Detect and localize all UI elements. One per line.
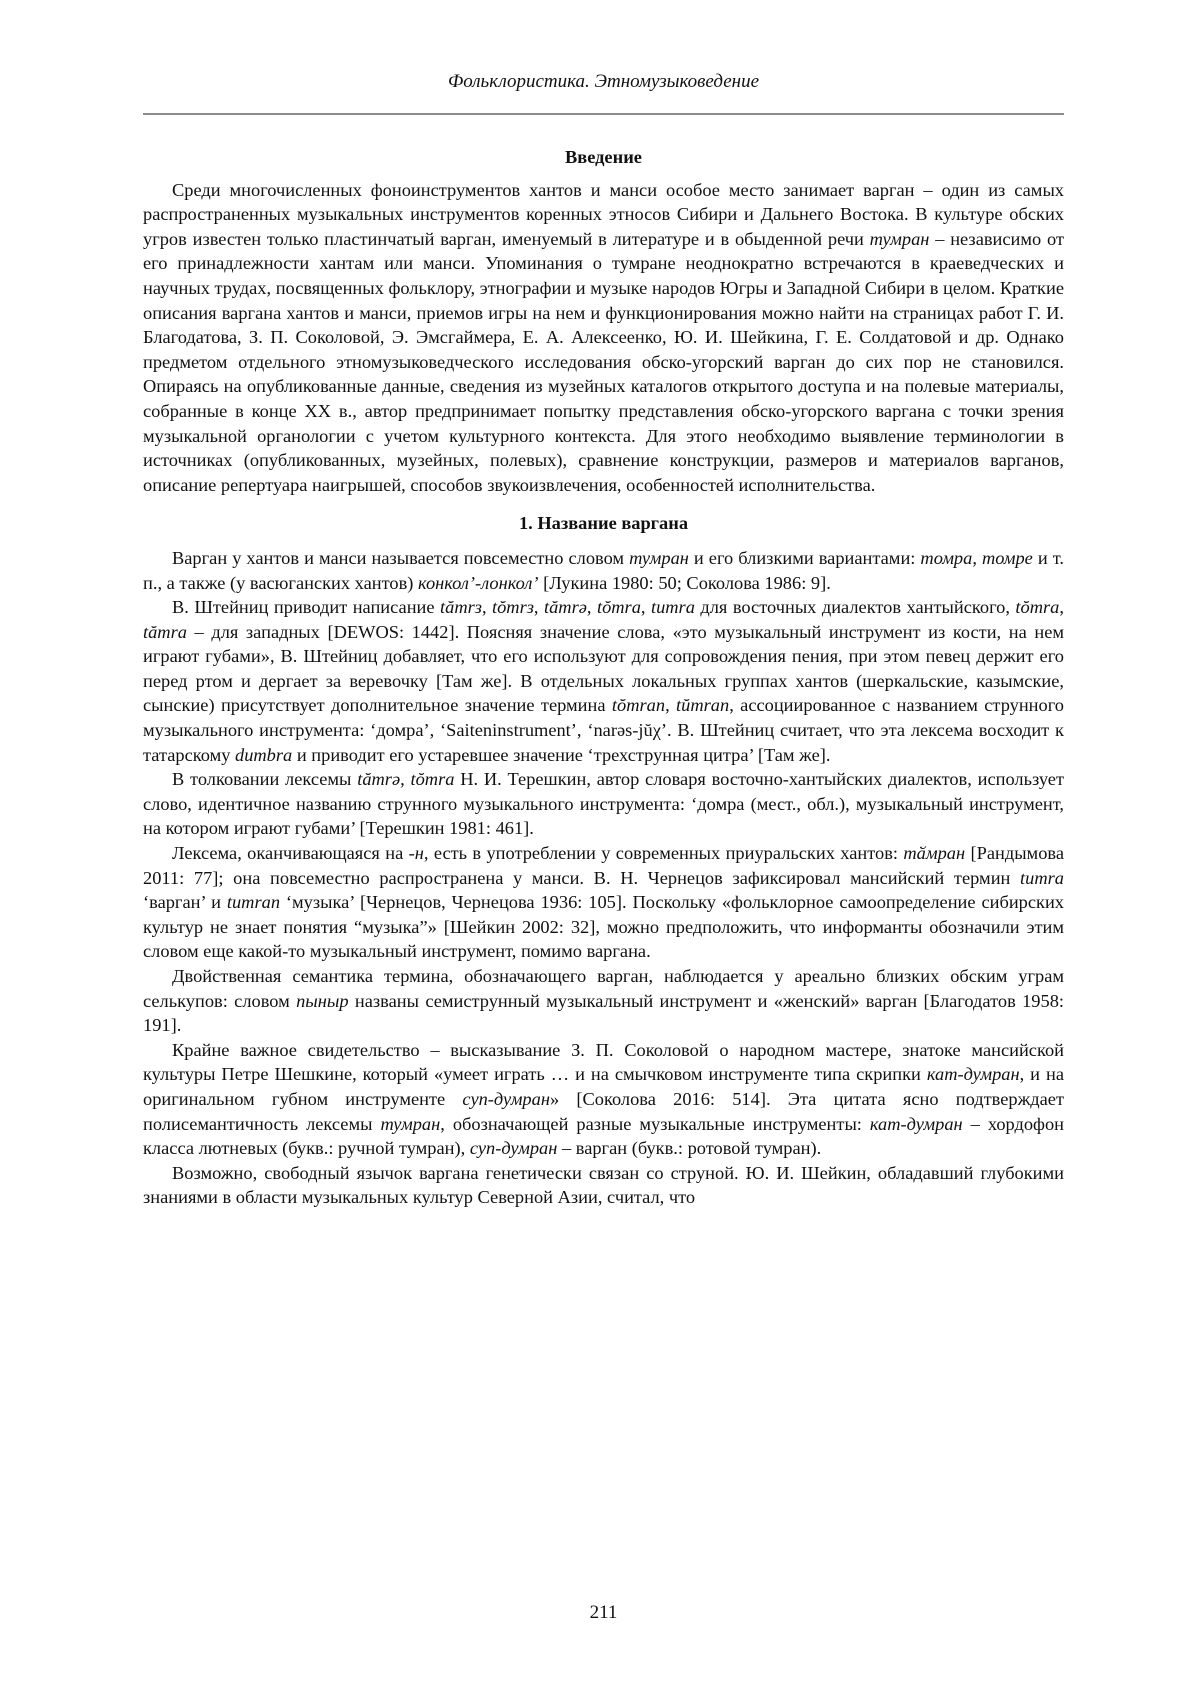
italic-term: тумран [869,228,930,249]
italic-term: кат-думран [869,1113,963,1134]
paragraph-1: Варган у хантов и манси называется повсеместно словом тумран и его близкими вариантами: томра, томре и т. п., а также (у васюганских хантов) конкол’-лонкол’ [Лукина 1980: 50; Соколова 1986: 9]. [143,547,1064,593]
italic-term: tŭmran [676,695,730,716]
italic-term: tumra [1020,867,1064,888]
italic-term: тӑмран [903,843,966,864]
italic-term: кат-думран [926,1064,1020,1085]
section-title-1: 1. Название варгана [518,513,689,534]
italic-term: tŏmrз [492,597,534,618]
italic-term: томра [920,547,973,568]
section-title-intro: Введение [565,147,642,167]
italic-term: тумран [380,1113,441,1134]
italic-term: суп-думран [462,1088,550,1109]
italic-term: tămrə [357,769,401,790]
header-rule [143,113,1064,115]
body-text [143,145,1064,1210]
paragraph-7: Возможно, свободный язычок варгана генетически связан со струной. Ю. И. Шейкин, обладавший глубокими знаниями в области музыкальных культур Северной Азии, считал, что [143,1162,1064,1208]
italic-term: tămrə [543,597,587,618]
intro-paragraph: Среди многочисленных фоноинструментов хантов и манси особое место занимает варган – один из самых распространенных музыкальных инструментов коренных этносов Сибири и Дальнего Востока. В культуре обских угров известен только пластинчатый варган, именуемый в литературе и в обыденной речи тумран – независимо от его принадлежности хантам или манси. Упоминания о тумране неоднократно встречаются в краеведческих и научных трудах, посвященных фольклору, этнографии и музыке народов Югры и Западной Сибири в целом. Краткие описания варгана хантов и манси, приемов игры на нем и функционирования можно найти на страницах работ Г. И. Благодатова, З. П. Соколовой, Э. Эмсгаймера, Е. А. Алексеенко, Ю. И. Шейкина, Г. Е. Солдатовой и др. Однако предметом отдельного этномузыковедческого исследования обско-угорский варган до сих пор не становился. Опираясь на опубликованные данные, сведения из музейных каталогов открытого доступа и на полевые материалы, собранные в конце XX в., автор предпринимает попытку представления обско-угорского варгана с точки зрения музыкальной органологии с учетом культурного контекста. Для этого необходимо выявление терминологии в источниках (опубликованных, музейных, полевых), сравнение конструкции, размеров и материалов варганов, описание репертуара наигрышей, способов звукоизвлечения, особенностей исполнительства. [143,179,1064,495]
italic-term: tŏmra [410,769,455,790]
paragraph-5: Двойственная семантика термина, обозначающего варган, наблюдается у ареально близких обским уграм селькупов: словом пыныр названы семиструнный музыкальный инструмент и «женский» варган [Благодатов 1958: 191]. [143,966,1064,1036]
running-head: Фольклористика. Этномузыковедение [447,71,760,92]
italic-term: томре [981,547,1033,568]
paragraph-2: В. Штейниц приводит написание tămrз, tŏmrз, tămrə, tŏmra, tumra для восточных диалектов хантыйского, tŏmra, tămra – для западных [DEWOS: 1442]. Поясняя значение слова, «это музыкальный инструмент из кости, на нем играют губами», В. Штейниц добавляет, что его используют для сопровождения пения, при этом певец держит его перед ртом и дергает за веревочку [Там же]. В отдельных локальных группах хантов (шеркальские, казымские, сынские) присутствует дополнительное значение термина tŏmran, tŭmran, ассоциированное с названием струнного музыкального инструмента: ‘домра’, ‘Saiteninstrument’, ‘narəs-jŭχ’. В. Штейниц считает, что эта лексема восходит к татарскому dumbra и приводит его устаревшее значение ‘трехструнная цитра’ [Там же]. [143,597,1065,765]
paragraph-4: Лексема, оканчивающаяся на -н, есть в употреблении у современных приуральских хантов: тӑмран [Рандымова 2011: 77]; она повсеместно распространена у манси. В. Н. Чернецов зафиксировал мансийский термин tumra ‘варган’ и tumran ‘музыка’ [Чернецов, Чернецова 1936: 105]. Поскольку «фольклорное самоопределение сибирских культур не знает понятия “музыка”» [Шейкин 2002: 32], можно предположить, что информанты обозначили этим словом еще какой-то музыкальный инструмент, помимо варгана. [143,843,1064,962]
italic-term: tămrз [440,597,482,618]
italic-term: суп-думран [469,1138,558,1159]
page-number: 211 [589,1602,618,1623]
paragraph-6: Крайне важное свидетельство – высказывание З. П. Соколовой о народном мастере, знатоке мансийской культуры Петре Шешкине, который «умеет играть … и на смычковом инструменте типа скрипки кат-думран, и на оригинальном губном инструменте суп-думран» [Соколова 2016: 514]. Эта цитата ясно подтверждает полисемантичность лексемы тумран, обозначающей разные музыкальные инструменты: кат-думран – хордофон класса лютневых (букв.: ручной тумран), суп-думран – варган (букв.: ротовой тумран). [143,1039,1065,1159]
italic-term: tămra [143,621,187,642]
italic-term: tŏmran [611,695,666,716]
italic-term: tŏmra [1015,597,1060,618]
italic-term: tumran [226,892,281,913]
italic-term: тумран [629,547,689,568]
paragraph-3: В толковании лексемы tămrə, tŏmra Н. И. Терешкин, автор словаря восточно-хантыйских диалектов, использует слово, идентичное названию струнного музыкального инструмента: ‘домра (мест., обл.), музыкальный инструмент, на котором играют губами’ [Терешкин 1981: 461]. [143,769,1065,839]
italic-term: пыныр [296,990,349,1011]
italic-term: -н [408,843,424,864]
italic-term: dumbra [235,744,293,765]
italic-term: tumra [650,597,695,618]
italic-term: tŏmra [596,597,641,618]
italic-term: конкол’-лонкол’ [418,572,539,593]
